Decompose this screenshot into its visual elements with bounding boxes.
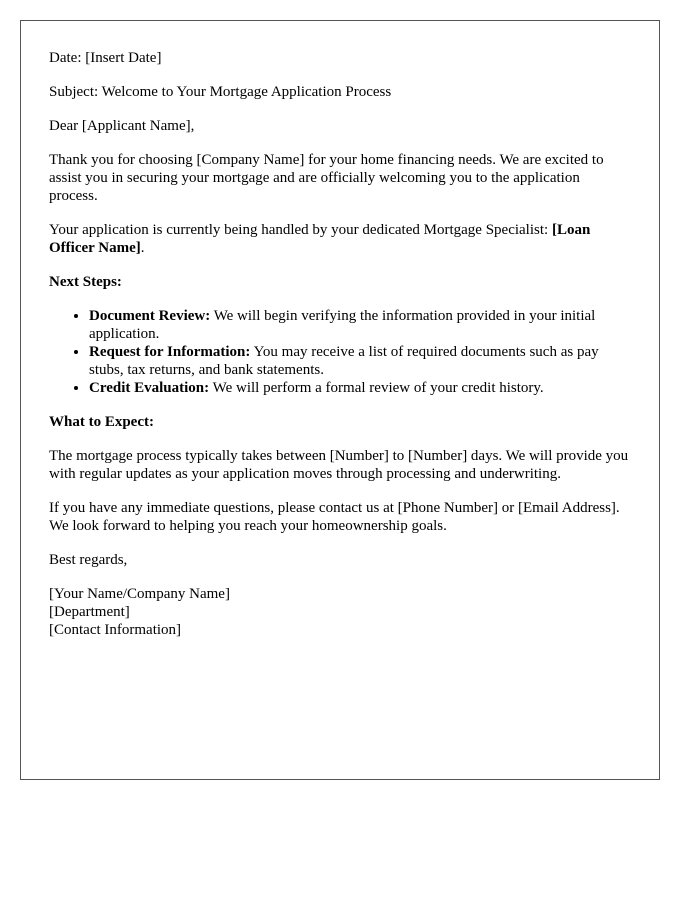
step-text: We will begin verifying the information provided in your initial application. bbox=[89, 308, 596, 342]
expect-text: The mortgage process typically takes between [Number] to [Number] days. We will provide you with regular updates as your application moves through processing and underwriting. bbox=[49, 448, 629, 482]
signature-name: [Your Name/Company Name] bbox=[49, 586, 230, 602]
signature-contact: [Contact Information] bbox=[49, 622, 182, 638]
contact-text: If you have any immediate questions, please contact us at [Phone Number] or [Email Address]. We look forward to helping you reach your homeownership goals. bbox=[49, 500, 620, 534]
letter-subject: Subject: Welcome to Your Mortgage Application Process bbox=[49, 84, 392, 100]
step-text: You may receive a list of required documents such as pay stubs, tax returns, and bank statements. bbox=[89, 344, 599, 378]
list-item bbox=[89, 307, 631, 343]
list-item bbox=[89, 343, 631, 379]
letter-date: Date: [Insert Date] bbox=[49, 50, 162, 66]
specialist-text: Your application is currently being handled by your dedicated Mortgage Specialist: bbox=[49, 222, 552, 238]
letter-intro: Thank you for choosing [Company Name] for your home financing needs. We are excited to assist you in securing your mortgage and are officially welcoming you to the application process. bbox=[49, 152, 604, 204]
expect-heading: What to Expect: bbox=[49, 414, 154, 430]
specialist-name: [Loan Officer Name] bbox=[49, 222, 591, 256]
letter-closing: Best regards, bbox=[49, 552, 128, 568]
steps-list bbox=[49, 307, 631, 397]
list-item bbox=[89, 379, 631, 397]
letter-document bbox=[20, 20, 660, 780]
next-steps-heading: Next Steps: bbox=[49, 274, 122, 290]
step-title: Document Review: bbox=[89, 308, 211, 324]
signature-block bbox=[49, 585, 631, 639]
step-title: Request for Information: bbox=[89, 344, 251, 360]
signature-department: [Department] bbox=[49, 604, 130, 620]
specialist-end: . bbox=[140, 240, 145, 256]
letter-salutation: Dear [Applicant Name], bbox=[49, 118, 195, 134]
step-title: Credit Evaluation: bbox=[89, 380, 210, 396]
specialist-paragraph bbox=[49, 221, 631, 257]
step-text: We will perform a formal review of your credit history. bbox=[209, 380, 544, 396]
